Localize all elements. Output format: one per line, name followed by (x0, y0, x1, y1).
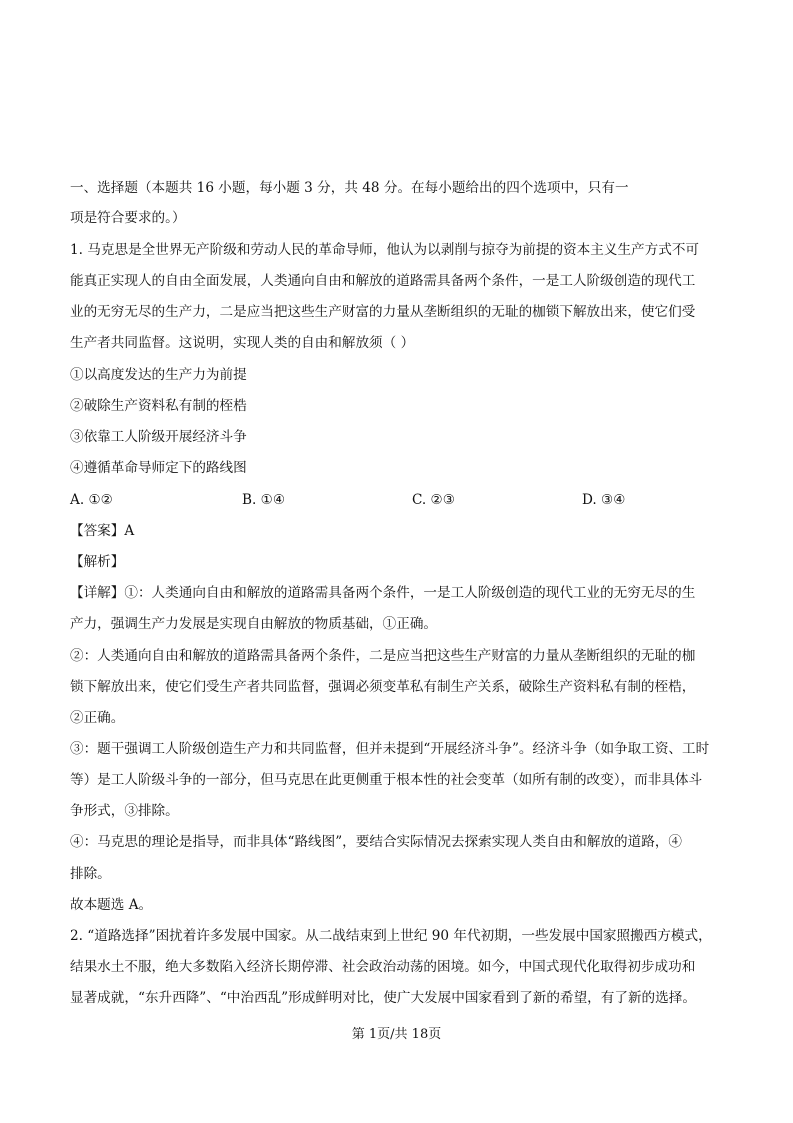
q1-stem-line-4: 生产者共同监督。这说明，实现人类的自由和解放须（ ） (70, 335, 415, 351)
page-number-footer: 第 1页/共 18页 (351, 1027, 442, 1042)
q1-option-b: B. ①④ (242, 492, 286, 508)
q1-analysis-line-11: 故本题选 A。 (70, 897, 153, 913)
q1-analysis-label: 【解析】 (70, 554, 125, 570)
q1-analysis-line-10: 排除。 (70, 866, 111, 882)
q1-option-a: A. ①② (70, 492, 113, 508)
q1-analysis-line-8: 争形式，③排除。 (70, 803, 179, 819)
q1-option-c: C. ②③ (412, 492, 455, 508)
q1-analysis-line-7: 等）是工人阶级斗争的一部分，但马克思在此更侧重于根本性的社会变革（如所有制的改变），而非具体斗 (70, 772, 703, 788)
q2-stem-line-1: 2. “道路选择”困扰着许多发展中国家。从二战结束到上世纪 90 年代初期，一些发展中国家照搬西方模式， (70, 928, 712, 944)
q1-analysis-line-4: 锁下解放出来，使它们受生产者共同监督，强调必须变革私有制生产关系，破除生产资料私有制的桎梏， (70, 679, 696, 695)
q1-option-d: D. ③④ (582, 492, 626, 508)
q1-item-1: ①以高度发达的生产力为前提 (70, 367, 247, 383)
q1-analysis-line-1: 【详解】①：人类通向自由和解放的道路需具备两个条件，一是工人阶级创造的现代工业的无穷无尽的生 (70, 585, 696, 601)
q1-stem-line-1: 1. 马克思是全世界无产阶级和劳动人民的革命导师，他认为以剥削与掠夺为前提的资本主义生产方式不可 (70, 242, 700, 258)
q1-answer: 【答案】A (70, 523, 135, 539)
q2-stem-line-2: 结果水土不服，绝大多数陷入经济长期停滞、社会政治动荡的困境。如今，中国式现代化取得初步成功和 (70, 959, 696, 975)
q2-stem-line-3: 显著成就，“东升西降”、“中治西乱”形成鲜明对比，使广大发展中国家看到了新的希望，有了新的选择。 (70, 990, 696, 1006)
section-heading-line-2: 项是符合要求的。） (70, 210, 186, 226)
q1-analysis-line-9: ④：马克思的理论是指导，而非具体“路线图”，要结合实际情况去探索实现人类自由和解放的道路，④ (70, 834, 683, 850)
q1-analysis-line-2: 产力，强调生产力发展是实现自由解放的物质基础，①正确。 (70, 616, 438, 632)
section-heading-line-1: 一、选择题（本题共 16 小题，每小题 3 分，共 48 分。在每小题给出的四个选项中，只有一 (70, 180, 629, 196)
q1-analysis-line-5: ②正确。 (70, 710, 125, 726)
q1-item-4: ④遵循革命导师定下的路线图 (70, 460, 247, 476)
q1-stem-line-3: 业的无穷无尽的生产力，二是应当把这些生产财富的力量从垄断组织的无耻的枷锁下解放出来，使它们受 (70, 304, 696, 320)
q1-analysis-line-3: ②：人类通向自由和解放的道路需具备两个条件，二是应当把这些生产财富的力量从垄断组织的无耻的枷 (70, 648, 696, 664)
q1-item-3: ③依靠工人阶级开展经济斗争 (70, 429, 247, 445)
q1-item-2: ②破除生产资料私有制的桎梏 (70, 398, 247, 414)
q1-analysis-line-6: ③：题干强调工人阶级创造生产力和共同监督，但并未提到“开展经济斗争”。经济斗争（如争取工资、工时 (70, 741, 710, 757)
q1-stem-line-2: 能真正实现人的自由全面发展，人类通向自由和解放的道路需具备两个条件，一是工人阶级创造的现代工 (70, 273, 696, 289)
